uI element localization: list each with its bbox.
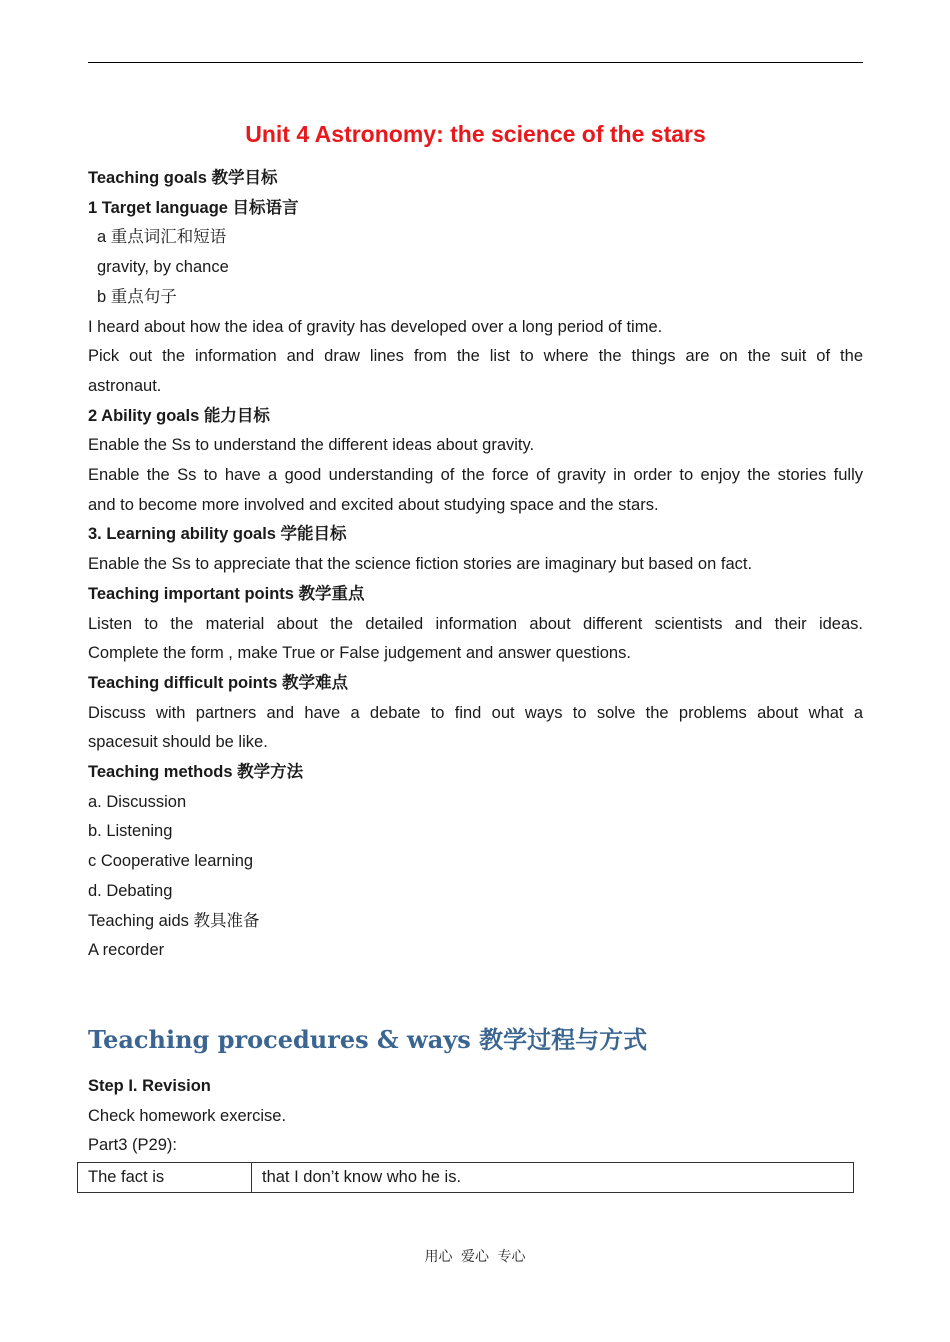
body-line: Discuss with partners and have a debate to find out ways to solve the problems about what a [88,703,863,722]
body-line: b. Listening [88,822,173,841]
body-line: Listen to the material about the detailed information about different scientists and their ideas. [88,614,863,633]
body-line: gravity, by chance [97,258,229,277]
body-line: a 重点词汇和短语 [97,228,227,247]
section-subheading: 2 Ability goals 能力目标 [88,406,270,425]
procedures-body [88,1072,863,1161]
section-heading: Teaching procedures & ways 教学过程与方式 [88,1025,648,1054]
table-cell: that I don’t know who he is. [252,1163,854,1193]
document-body [88,164,863,966]
body-line: a. Discussion [88,792,187,811]
table-cell: The fact is [78,1163,252,1193]
body-line: I heard about how the idea of gravity has developed over a long period of time. [88,317,663,336]
body-line: Pick out the information and draw lines from the list to where the things are on the suit of the [88,347,863,366]
section-subheading: 1 Target language 目标语言 [88,198,299,217]
step-heading: Step I. Revision [88,1077,211,1095]
body-line: Complete the form , make True or False judgement and answer questions. [88,644,631,663]
body-line: Enable the Ss to have a good understanding of the force of gravity in order to enjoy the stories fully [88,466,863,485]
section-subheading: 3. Learning ability goals 学能目标 [88,525,347,544]
header-rule [88,62,863,63]
body-line: spacesuit should be like. [88,733,268,752]
section-subheading: Teaching methods 教学方法 [88,763,304,782]
table-row [78,1163,854,1193]
exercise-table [77,1162,854,1193]
page-footer: 用心 爱心 专心 [424,1249,526,1265]
section-subheading: Teaching important points 教学重点 [88,584,365,603]
body-line: b 重点句子 [97,287,177,306]
section-subheading: Teaching goals 教学目标 [88,169,278,187]
body-line: and to become more involved and excited about studying space and the stars. [88,495,659,514]
body-line: Enable the Ss to appreciate that the science fiction stories are imaginary but based on fact. [88,555,753,574]
body-line: d. Debating [88,881,173,900]
body-line: A recorder [88,941,165,960]
body-line: c Cooperative learning [88,852,254,871]
body-line: Check homework exercise. [88,1106,287,1125]
body-line: Teaching aids 教具准备 [88,911,260,930]
body-line: Part3 (P29): [88,1136,177,1155]
section-subheading: Teaching difficult points 教学难点 [88,673,349,692]
document-title: Unit 4 Astronomy: the science of the stars [245,121,706,147]
body-line: astronaut. [88,376,162,395]
body-line: Enable the Ss to understand the different ideas about gravity. [88,436,535,455]
